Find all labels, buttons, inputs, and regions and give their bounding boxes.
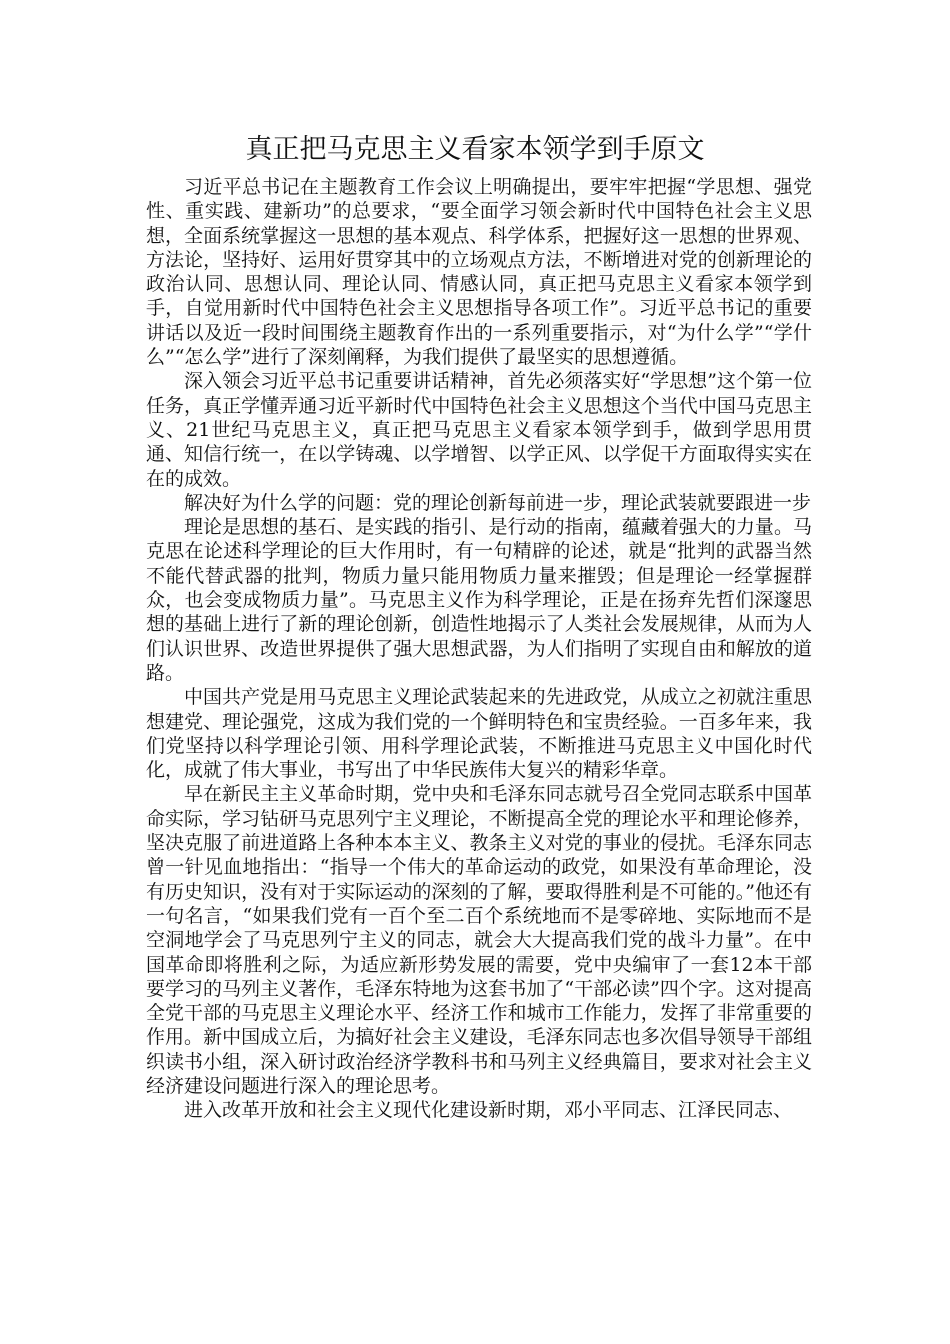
document-body <box>146 175 812 1123</box>
paragraph: 深入领会习近平总书记重要讲话精神，首先必须落实好“学思想”这个第一位任务，真正学懂弄通习近平新时代中国特色社会主义思想这个当代中国马克思主义、21世纪马克思主义，真正把马克思主义看家本领学到手，做到学思用贯通、知信行统一，在以学铸魂、以学增智、以学正风、以学促干方面取得实实在在的成效。 <box>146 370 812 490</box>
paragraph: 早在新民主主义革命时期，党中央和毛泽东同志就号召全党同志联系中国革命实际，学习钻研马克思列宁主义理论，不断提高全党的理论水平和理论修养，坚决克服了前进道路上各种本本主义、教条主义对党的事业的侵扰。毛泽东同志曾一针见血地指出：“指导一个伟大的革命运动的政党，如果没有革命理论，没有历史知识，没有对于实际运动的深刻的了解，要取得胜利是不可能的。”他还有一句名言，“如果我们党有一百个至二百个系统地而不是零碎地、实际地而不是空洞地学会了马克思列宁主义的同志，就会大大提高我们党的战斗力量”。在中国革命即将胜利之际，为适应新形势发展的需要，党中央编审了一套12本干部要学习的马列主义著作，毛泽东特地为这套书加了“干部必读”四个字。这对提高全党干部的马克思主义理论水平、经济工作和城市工作能力，发挥了非常重要的作用。新中国成立后，为搞好社会主义建设，毛泽东同志也多次倡导领导干部组织读书小组，深入研讨政治经济学教科书和马列主义经典篇目，要求对社会主义经济建设问题进行深入的理论思考。 <box>146 783 812 1097</box>
document-title: 真正把马克思主义看家本领学到手原文 <box>245 134 705 165</box>
section-heading: 解决好为什么学的问题：党的理论创新每前进一步，理论武装就要跟进一步 <box>184 491 812 514</box>
paragraph: 习近平总书记在主题教育工作会议上明确提出，要牢牢把握“学思想、强党性、重实践、建新功”的总要求，“要全面学习领会新时代中国特色社会主义思想，全面系统掌握这一思想的基本观点、科学体系，把握好这一思想的世界观、方法论，坚持好、运用好贯穿其中的立场观点方法，不断增进对党的创新理论的政治认同、思想认同、理论认同、情感认同，真正把马克思主义看家本领学到手，自觉用新时代中国特色社会主义思想指导各项工作”。习近平总书记的重要讲话以及近一段时间围绕主题教育作出的一系列重要指示，对“为什么学”“学什么”“怎么学”进行了深刻阐释，为我们提供了最坚实的思想遵循。 <box>146 176 812 369</box>
paragraph: 中国共产党是用马克思主义理论武装起来的先进政党，从成立之初就注重思想建党、理论强党，这成为我们党的一个鲜明特色和宝贵经验。一百多年来，我们党坚持以科学理论引领、用科学理论武装，不断推进马克思主义中国化时代化，成就了伟大事业，书写出了中华民族伟大复兴的精彩华章。 <box>146 686 812 782</box>
paragraph: 理论是思想的基石、是实践的指引、是行动的指南，蕴藏着强大的力量。马克思在论述科学理论的巨大作用时，有一句精辟的论述，就是“批判的武器当然不能代替武器的批判，物质力量只能用物质力量来摧毁；但是理论一经掌握群众，也会变成物质力量”。马克思主义作为科学理论，正是在扬弃先哲们深邃思想的基础上进行了新的理论创新，创造性地揭示了人类社会发展规律，从而为人们认识世界、改造世界提供了强大思想武器，为人们指明了实现自由和解放的道路。 <box>146 516 812 684</box>
paragraph: 进入改革开放和社会主义现代化建设新时期，邓小平同志、江泽民同志、 <box>184 1099 793 1122</box>
